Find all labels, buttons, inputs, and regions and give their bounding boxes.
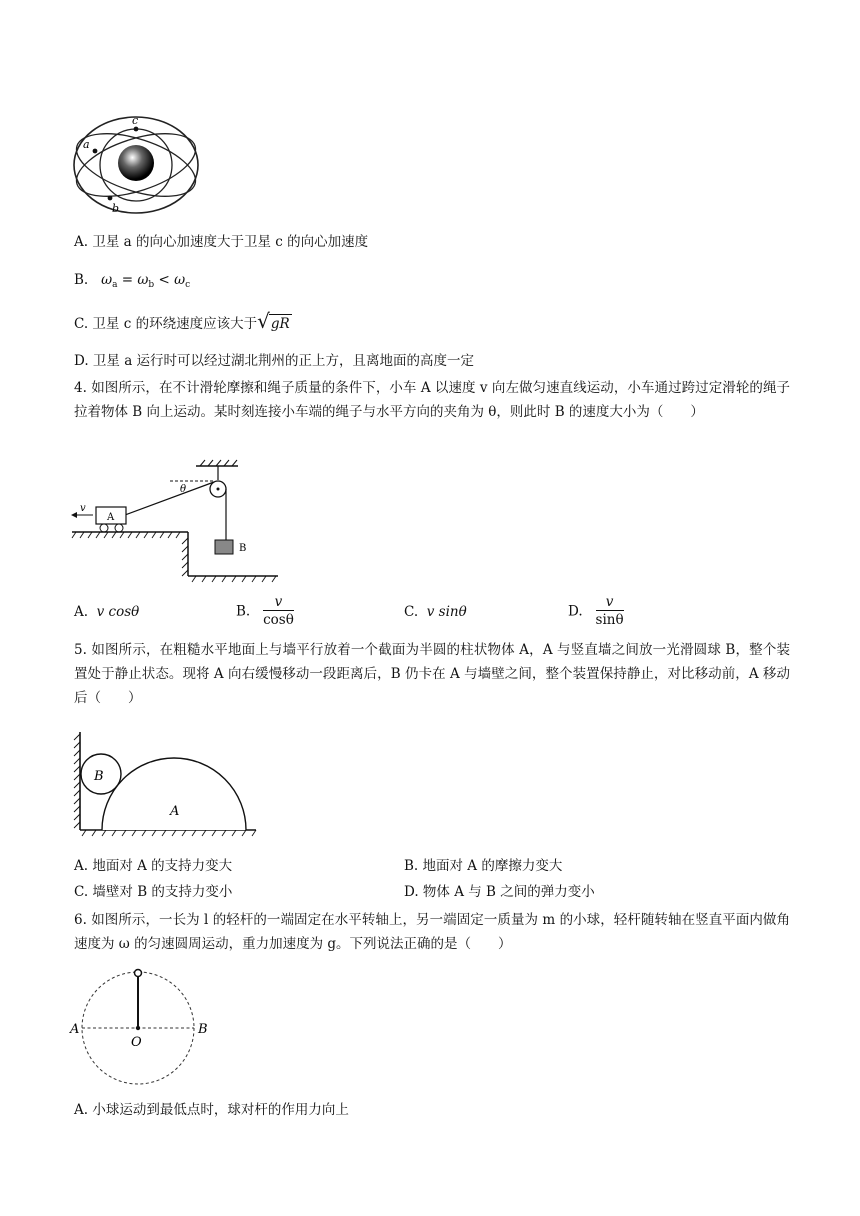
label-b: B xyxy=(94,769,104,784)
label-a: A xyxy=(170,804,180,819)
q3-option-d: D. 卫星 a 运行时可以经过湖北荆州的正上方，且离地面的高度一定 xyxy=(74,353,475,369)
semicircle-ball-figure xyxy=(70,730,260,840)
q3-option-c: C. 卫星 c 的环绕速度应该大于√gR xyxy=(74,309,290,333)
q3-option-b: B. $\omega_a = \omega_b < \omega_c$ xyxy=(74,272,191,290)
q5-option-c: C. 墙壁对 B 的支持力变小 xyxy=(74,884,233,900)
semicircle-a xyxy=(102,758,246,830)
label-theta: θ xyxy=(180,484,187,495)
label-b: b xyxy=(112,202,120,215)
q3-option-b-label: B. xyxy=(74,272,89,288)
label-v: v xyxy=(80,503,86,514)
label-cart-a: A xyxy=(107,512,115,523)
satellite-c xyxy=(134,127,139,132)
pulley-cart-figure xyxy=(68,458,283,583)
label-o: O xyxy=(131,1035,142,1050)
sqrt-gR: gR xyxy=(270,316,290,332)
q4-option-a: A. v cosθ xyxy=(74,604,140,620)
satellite-a xyxy=(93,149,98,154)
q5-stem: 5. 如图所示，在粗糙水平地面上与墙平行放着一个截面为半圆的柱状物体 A，A 与竖直墙之间放一光滑圆球 B，整个装置处于静止状态。现将 A 向右缓慢移动一段距离后，B 仍卡在 A 与墙壁之间，整个装置保持静止，对比移动前，A 移动后（ ） xyxy=(74,642,790,706)
fraction-v-over-cos: $\frac{v}{\cos\theta}$ xyxy=(263,594,294,628)
q6-stem: 6. 如图所示，一长为 l 的轻杆的一端固定在水平转轴上，另一端固定一质量为 m 的小球，轻杆随转轴在竖直平面内做角速度为 ω 的匀速圆周运动，重力加速度为 g。下列说法正确的是（ ） xyxy=(74,912,790,952)
q5-option-a: A. 地面对 A 的支持力变大 xyxy=(74,858,233,874)
q3-option-a: A. 卫星 a 的向心加速度大于卫星 c 的向心加速度 xyxy=(74,234,369,250)
satellite-b xyxy=(108,196,113,201)
q6-option-a: A. 小球运动到最低点时，球对杆的作用力向上 xyxy=(74,1102,349,1118)
fraction-v-over-sin: $\frac{v}{\sin\theta}$ xyxy=(595,594,624,628)
satellite-orbit-figure xyxy=(70,110,202,220)
label-a: a xyxy=(83,138,90,151)
label-block-b: B xyxy=(239,543,247,554)
q5-option-b: B. 地面对 A 的摩擦力变大 xyxy=(404,858,563,874)
rod-circle-figure xyxy=(68,966,218,1091)
label-b: B xyxy=(198,1022,208,1037)
ball xyxy=(135,970,142,977)
q4-option-d: D. $\frac{v}{\sin\theta}$ xyxy=(568,594,624,628)
earth xyxy=(118,145,154,181)
block-b xyxy=(215,540,233,554)
label-a: A xyxy=(70,1022,80,1037)
q5-option-d: D. 物体 A 与 B 之间的弹力变小 xyxy=(404,884,595,900)
q4-option-c: C. v sinθ xyxy=(404,604,467,620)
q4-option-b: B. $\frac{v}{\cos\theta}$ xyxy=(236,594,294,628)
axis-o xyxy=(136,1026,140,1030)
q4-stem: 4. 如图所示，在不计滑轮摩擦和绳子质量的条件下，小车 A 以速度 v 向左做匀速直线运动，小车通过跨过定滑轮的绳子拉着物体 B 向上运动。某时刻连接小车端的绳子与水平方向的夹角为 θ，则此时 B 的速度大小为（ ） xyxy=(74,380,790,420)
label-c: c xyxy=(132,114,139,127)
